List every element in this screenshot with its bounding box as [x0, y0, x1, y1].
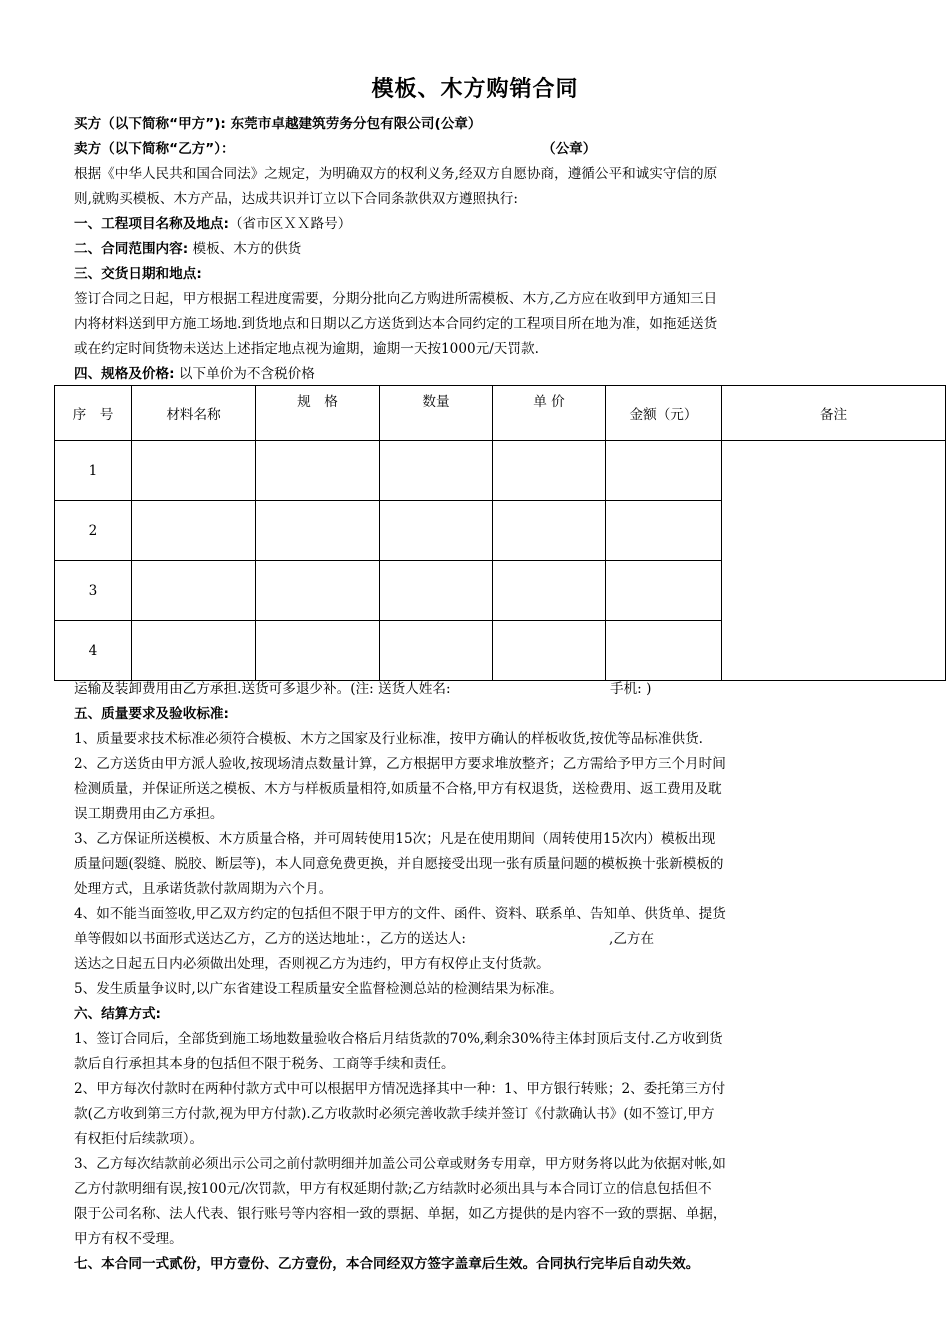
section-1-text: （省市区ＸＸ路号）: [228, 216, 352, 232]
section-4: [74, 362, 884, 386]
cell-material-name: [132, 561, 256, 621]
cell-no: 1: [55, 441, 132, 501]
section-6-line-1: 1、签订合同后，全部货到施工场地数量验收合格后月结货款的70%,剩余30%待主体封顶后支付.乙方收到货: [74, 1031, 723, 1047]
section-3-line-1: 签订合同之日起，甲方根据工程进度需要，分期分批向乙方购进所需模板、木方,乙方应在收到甲方通知三日: [74, 291, 718, 307]
transport-note: [74, 677, 884, 701]
cell-amount: [606, 501, 722, 561]
seller-line: [74, 137, 884, 161]
cell-unit-price: [493, 441, 606, 501]
table-row: [55, 441, 946, 501]
cell-material-name: [132, 621, 256, 681]
cell-material-name: [132, 501, 256, 561]
section-6-line-2: 款后自行承担其本身的包括但不限于税务、工商等手续和责任。: [74, 1056, 455, 1072]
section-4-heading: 四、规格及价格:: [74, 366, 175, 382]
section-6-line-7: 乙方付款明细有误,按100元/次罚款，甲方有权延期付款;乙方结款时必须出具与本合同订立的信息包括但不: [74, 1181, 712, 1197]
cell-spec: [256, 561, 380, 621]
header-material-name: 材料名称: [132, 386, 256, 441]
transport-note-text: 运输及装卸费用由乙方承担.送货可多退少补。(注: 送货人姓名:: [74, 681, 451, 697]
section-5-line-10: 送达之日起五日内必须做出处理，否则视乙方为违约，甲方有权停止支付货款。: [74, 956, 550, 972]
section-5-line-9: [74, 927, 884, 951]
table-header-row: [55, 386, 946, 441]
header-unit-price: 单 价: [493, 386, 606, 441]
seller-seal: （公章）: [542, 141, 597, 157]
cell-unit-price: [493, 561, 606, 621]
delivery-person-text: ,乙方在: [609, 931, 655, 947]
section-7: 七、本合同一式贰份，甲方壹份、乙方壹份，本合同经双方签字盖章后生效。合同执行完毕后自动失效。: [74, 1256, 700, 1272]
cell-material-name: [132, 441, 256, 501]
seller-label: 卖方（以下简称“乙方”）：: [74, 141, 235, 157]
section-6-line-5: 有权拒付后续款项）。: [74, 1131, 204, 1147]
section-6-line-9: 甲方有权不受理。: [74, 1231, 183, 1247]
cell-remark: [722, 441, 946, 681]
document-title: 模板、木方购销合同: [371, 77, 579, 102]
cell-no: 3: [55, 561, 132, 621]
cell-amount: [606, 441, 722, 501]
section-3-heading: 三、交货日期和地点:: [74, 266, 202, 282]
header-quantity: 数量: [380, 386, 493, 441]
section-5-line-11: 5、发生质量争议时,以广东省建设工程质量安全监督检测总站的检测结果为标准。: [74, 981, 563, 997]
cell-amount: [606, 621, 722, 681]
header-no: 序 号: [55, 386, 132, 441]
section-1-heading: 一、工程项目名称及地点:: [74, 216, 229, 232]
section-5-line-6: 质量问题(裂缝、脱胶、断层等)，本人同意免费更换，并自愿接受出现一张有质量问题的模板换十张新模板的: [74, 856, 724, 872]
section-6-heading: 六、结算方式:: [74, 1006, 161, 1022]
cell-quantity: [380, 441, 493, 501]
cell-spec: [256, 501, 380, 561]
header-remark: 备注: [722, 386, 946, 441]
cell-quantity: [380, 561, 493, 621]
cell-unit-price: [493, 501, 606, 561]
section-2: [74, 237, 884, 261]
section-5-line-4: 误工期费用由乙方承担。: [74, 806, 224, 822]
section-4-text: 以下单价为不含税价格: [174, 366, 315, 382]
cell-no: 4: [55, 621, 132, 681]
cell-unit-price: [493, 621, 606, 681]
section-2-text: 模板、木方的供货: [188, 241, 302, 257]
cell-amount: [606, 561, 722, 621]
section-6-line-3: 2、甲方每次付款时在两种付款方式中可以根据甲方情况选择其中一种：1、甲方银行转账；2、委托第三方付: [74, 1081, 726, 1097]
section-3-line-3: 或在约定时间货物未送达上述指定地点视为逾期，逾期一天按1000元/天罚款.: [74, 341, 539, 357]
section-6-line-4: 款(乙方收到第三方付款,视为甲方付款).乙方收款时必须完善收款手续并签订《付款确认书》(如不签订,甲方: [74, 1106, 715, 1122]
cell-quantity: [380, 621, 493, 681]
spec-price-table: [54, 385, 946, 681]
section-1: [74, 212, 884, 236]
phone-label: 手机: ): [610, 681, 652, 697]
intro-line-1: 根据《中华人民共和国合同法》之规定，为明确双方的权利义务,经双方自愿协商，遵循公平和诚实守信的原: [74, 166, 718, 182]
intro-line-2: 则,就购买模板、木方产品，达成共识并订立以下合同条款供双方遵照执行:: [74, 191, 518, 207]
section-6-line-6: 3、乙方每次结款前必须出示公司之前付款明细并加盖公司公章或财务专用章，甲方财务将以此为依据对帐,如: [74, 1156, 726, 1172]
section-5-line-8: 4、如不能当面签收,甲乙双方约定的包括但不限于甲方的文件、函件、资料、联系单、告知单、供货单、提货: [74, 906, 726, 922]
delivery-address-text: 单等假如以书面形式送达乙方，乙方的送达地址：，乙方的送达人:: [74, 931, 466, 947]
section-6-line-8: 限于公司名称、法人代表、银行账号等内容相一致的票据、单据，如乙方提供的是内容不一致的票据、单据，: [74, 1206, 727, 1222]
header-amount: 金额（元）: [606, 386, 722, 441]
section-5-line-3: 检测质量，并保证所送之模板、木方与样板质量相符,如质量不合格,甲方有权退货，送检费用、返工费用及耽: [74, 781, 722, 797]
cell-spec: [256, 621, 380, 681]
section-5-line-2: 2、乙方送货由甲方派人验收,按现场清点数量计算，乙方根据甲方要求堆放整齐；乙方需给予甲方三个月时间: [74, 756, 726, 772]
section-5-line-1: 1、质量要求技术标准必须符合模板、木方之国家及行业标准，按甲方确认的样板收货,按优等品标准供货.: [74, 731, 704, 747]
cell-quantity: [380, 501, 493, 561]
section-2-heading: 二、合同范围内容:: [74, 241, 189, 257]
cell-no: 2: [55, 501, 132, 561]
section-5-heading: 五、质量要求及验收标准:: [74, 706, 229, 722]
section-3-line-2: 内将材料送到甲方施工场地.到货地点和日期以乙方送货到达本合同约定的工程项目所在地为准，如拖延送货: [74, 316, 718, 332]
buyer-line: 买方（以下简称“甲方”): 东莞市卓越建筑劳务分包有限公司(公章）: [74, 116, 482, 132]
cell-spec: [256, 441, 380, 501]
section-5-line-7: 处理方式，且承诺货款付款周期为六个月。: [74, 881, 333, 897]
section-5-line-5: 3、乙方保证所送模板、木方质量合格，并可周转使用15次；凡是在使用期间（周转使用15次内）模板出现: [74, 831, 716, 847]
header-spec: 规 格: [256, 386, 380, 441]
